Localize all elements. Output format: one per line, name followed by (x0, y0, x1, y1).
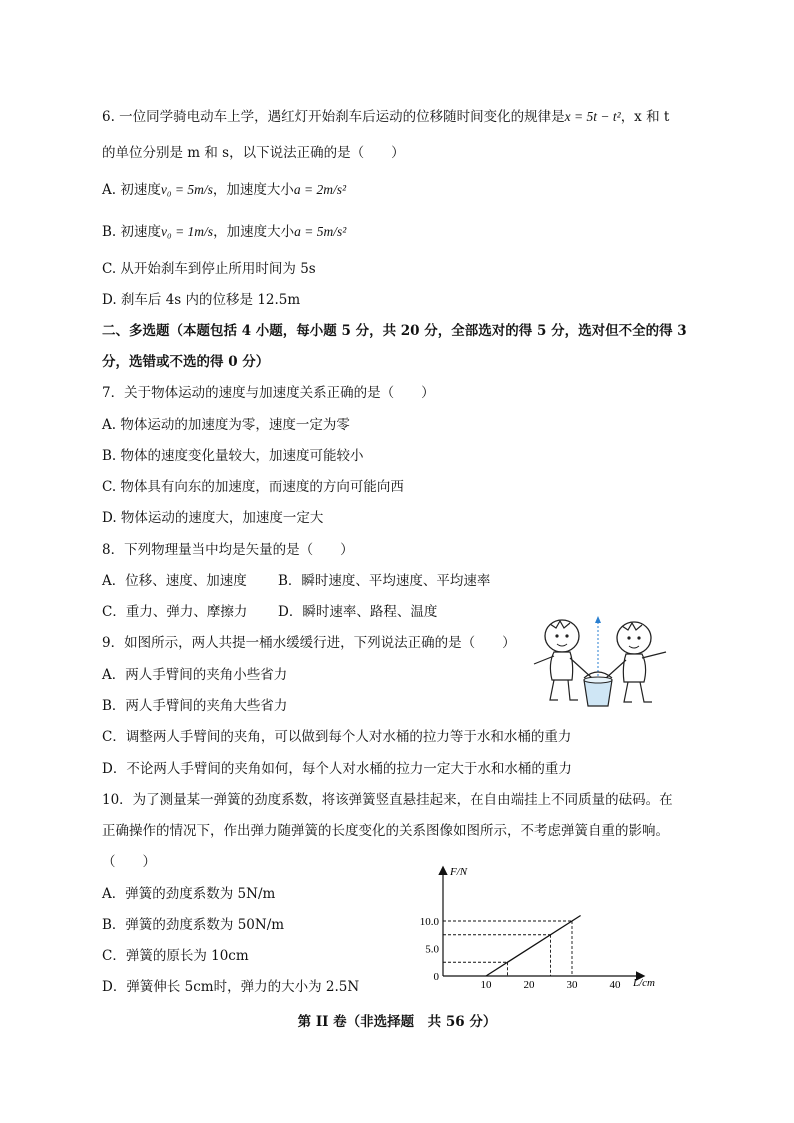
q7-option-b: B. 物体的速度变化量较大，加速度可能较小 (102, 448, 364, 464)
y-tick-label: 5.0 (425, 943, 439, 956)
x-tick-label: 20 (523, 979, 535, 991)
x-axis-label: L/cm (633, 977, 655, 989)
q7-stem: 7．关于物体运动的速度与加速度关系正确的是（ ） (102, 385, 435, 401)
q9-option-a: A．两人手臂间的夹角小些省力 (102, 667, 288, 683)
q9-option-b: B．两人手臂间的夹角大些省力 (102, 698, 288, 714)
force-length-line (486, 916, 581, 977)
q6-option-d: D. 刹车后 4s 内的位移是 12.5m (102, 292, 301, 308)
q6-option-a-v0: v₀ = 5m/s (160, 182, 213, 197)
x-tick-label: 30 (566, 979, 578, 991)
q10-option-b: B．弹簧的劲度系数为 50N/m (102, 917, 285, 933)
q9-option-c: C．调整两人手臂间的夹角，可以做到每个人对水桶的拉力等于水和水桶的重力 (102, 729, 572, 745)
q6-stem-text: 6. 一位同学骑电动车上学，遇红灯开始刹车后运动的位移随时间变化的规律是 (102, 109, 565, 125)
x-tick-label: 10 (480, 979, 492, 991)
q8-stem: 8．下列物理量当中均是矢量的是（ ） (102, 542, 354, 558)
y-tick-label: 10.0 (419, 916, 439, 928)
y-tick-label: 0 (433, 971, 439, 983)
section2-heading-line1: 二、多选题（本题包括 4 小题，每小题 5 分，共 20 分，全部选对的得 5 分，选对但不全的得 3 (102, 323, 687, 339)
q6-option-a-mid: ，加速度大小 (212, 182, 294, 198)
q7-option-d: D. 物体运动的速度大，加速度一定大 (102, 510, 324, 526)
q10-line2: 正确操作的情况下，作出弹力随弹簧的长度变化的关系图像如图所示，不考虑弹簧自重的影响。 (102, 823, 669, 839)
q10-option-c: C．弹簧的原长为 10cm (102, 948, 249, 964)
spring-force-length-chart (405, 862, 675, 994)
q6-formula: x = 5t − t² (564, 109, 621, 124)
q7-option-a: A. 物体运动的加速度为零，速度一定为零 (102, 417, 350, 433)
q8-option-c: C．重力、弹力、摩擦力 (102, 604, 248, 620)
q6-line1 (102, 108, 669, 126)
q8-option-b: B．瞬时速度、平均速度、平均速率 (278, 573, 491, 589)
two-people-bucket-illustration (526, 614, 672, 710)
q6-option-c: C. 从开始刹车到停止所用时间为 5s (102, 261, 316, 277)
q6-option-b-v0: v₀ = 1m/s (161, 224, 214, 239)
q6-option-b-label: B. 初速度 (102, 224, 162, 240)
q9-option-d: D．不论两人手臂间的夹角如何，每个人对水桶的拉力一定大于水和水桶的重力 (102, 761, 572, 777)
q6-option-a-label: A. 初速度 (102, 182, 161, 198)
q6-option-a-accel: a = 2m/s² (293, 182, 347, 197)
q6-stem-tail: ，x 和 t (620, 109, 670, 125)
q10-option-d: D．弹簧伸长 5cm时，弹力的大小为 2.5N (102, 979, 360, 995)
q8-option-a: A．位移、速度、加速度 (102, 573, 247, 589)
q6-option-b-mid: ，加速度大小 (213, 224, 295, 240)
q7-option-c: C. 物体具有向东的加速度，而速度的方向可能向西 (102, 479, 404, 495)
q8-option-d: D．瞬时速率、路程、温度 (278, 604, 438, 620)
q6-option-b-accel: a = 5m/s² (294, 224, 347, 239)
part2-heading: 第 II 卷（非选择题 共 56 分） (297, 1014, 497, 1030)
q6-option-b (102, 223, 346, 241)
q9-stem: 9．如图所示，两人共提一桶水缓缓行进，下列说法正确的是（ ） (102, 635, 516, 651)
x-tick-label: 40 (609, 979, 621, 991)
q6-line2: 的单位分别是 m 和 s，以下说法正确的是（ ） (102, 145, 405, 161)
q10-option-a: A．弹簧的劲度系数为 5N/m (102, 886, 276, 902)
y-axis-label: F/N (450, 866, 468, 878)
q10-line1: 10．为了测量某一弹簧的劲度系数，将该弹簧竖直悬挂起来，在自由端挂上不同质量的砝码。在 (102, 792, 673, 808)
q10-line3: （ ） (102, 854, 156, 870)
q6-option-a (102, 181, 346, 199)
section2-heading-line2: 分，选错或不选的得 0 分） (102, 354, 270, 370)
